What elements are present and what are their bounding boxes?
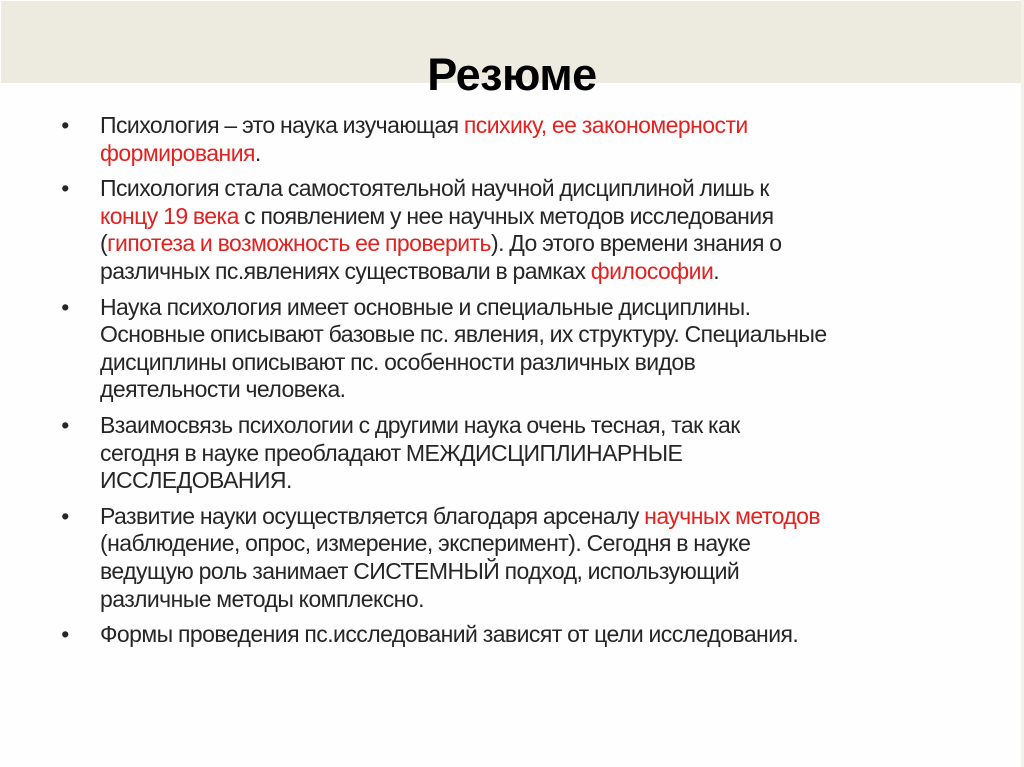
bullet-icon: • [61, 502, 69, 529]
text-line [100, 258, 984, 286]
bullet-icon: • [61, 175, 69, 202]
text-line [100, 412, 984, 440]
text-line [100, 503, 984, 531]
body-text: ведущую роль занимает СИСТЕМНЫЙ подход, использующий [100, 557, 740, 584]
body-text: с появлением у нее научных методов исследования [238, 202, 774, 229]
highlighted-text: научных методов [644, 502, 821, 529]
highlighted-text: психику, ее закономерности [463, 112, 748, 138]
text-line [100, 586, 984, 614]
text-line [100, 112, 984, 140]
text-line [100, 140, 984, 168]
text-line [100, 621, 984, 649]
bullet-item-5 [0, 503, 1024, 613]
body-text: Психология стала самостоятельной научной дисциплиной лишь к [100, 175, 769, 202]
text-line [100, 175, 984, 203]
bullet-item-4 [0, 412, 1024, 495]
text-line [100, 349, 984, 377]
body-text: (наблюдение, опрос, измерение, эксперимент). Сегодня в науке [100, 530, 751, 557]
body-text: Наука психология имеет основные и специальные дисциплины. [100, 293, 751, 320]
highlighted-text: формирования [100, 139, 255, 166]
text-line [100, 203, 984, 231]
slide-title: Резюме [427, 49, 597, 100]
text-line [100, 230, 984, 258]
bullet-icon: • [61, 411, 69, 438]
body-text: Психология – это наука изучающая [100, 112, 464, 138]
bullet-icon: • [61, 112, 69, 138]
bullet-list [0, 112, 1024, 657]
body-text: ). До этого времени знания о [490, 230, 782, 257]
body-text: сегодня в науке преобладают МЕЖДИСЦИПЛИНАРНЫЕ [100, 439, 683, 466]
body-text: . [254, 139, 261, 166]
body-text: различных пс.явлениях существовали в рамках [100, 257, 591, 284]
text-line [100, 530, 984, 558]
body-text: ИССЛЕДОВАНИЯ. [100, 467, 292, 494]
bullet-icon: • [61, 621, 69, 648]
text-line [100, 558, 984, 586]
bullet-item-3 [0, 294, 1024, 404]
bullet-icon: • [61, 293, 69, 320]
highlighted-text: гипотеза и возможность ее проверить [107, 230, 491, 257]
bullet-item-1 [0, 112, 1024, 167]
text-line [100, 321, 984, 349]
bullet-item-6 [0, 621, 1024, 649]
text-line [100, 440, 984, 468]
body-text: Взаимосвязь психологии с другими наука очень тесная, так как [100, 411, 740, 438]
body-text: Развитие науки осуществляется благодаря арсеналу [100, 502, 645, 529]
body-text: дисциплины описывают пс. особенности различных видов [100, 348, 696, 375]
body-text: Основные описывают базовые пс. явления, их структуру. Специальные [100, 321, 827, 348]
bullet-item-2 [0, 175, 1024, 285]
body-text: . [713, 257, 720, 284]
body-text: деятельности человека. [100, 376, 346, 403]
body-text: различные методы комплексно. [100, 585, 424, 612]
body-text: Формы проведения пс.исследований зависят от цели исследования. [100, 621, 799, 648]
highlighted-text: концу 19 века [100, 202, 239, 229]
text-line [100, 294, 984, 322]
text-line [100, 467, 984, 495]
text-line [100, 376, 984, 404]
body-text: ( [100, 230, 108, 257]
highlighted-text: философии [590, 257, 714, 284]
